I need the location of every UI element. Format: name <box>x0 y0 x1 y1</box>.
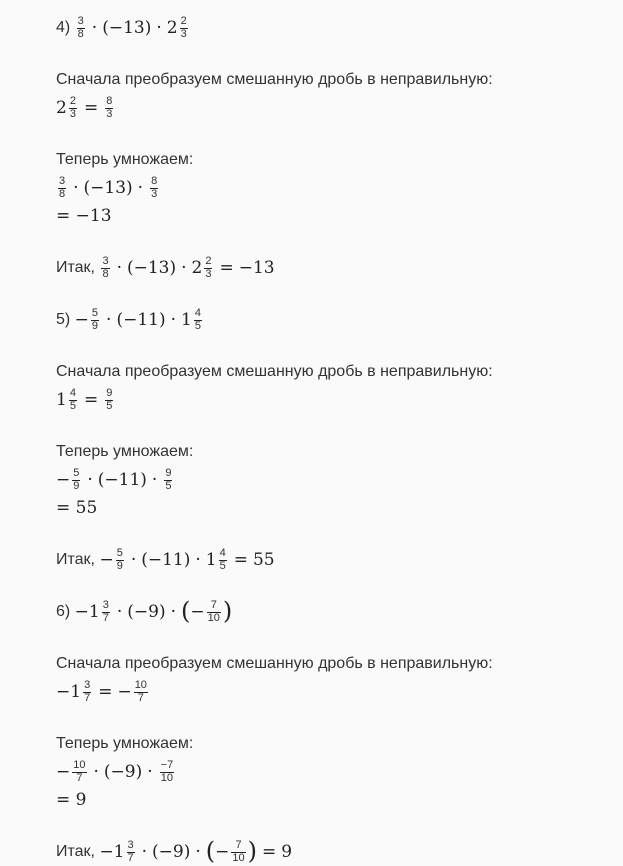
math-parenthesis: ( <box>181 597 191 625</box>
math-term: (−9) <box>152 842 191 862</box>
text-label: Сначала преобразуем смешанную дробь в неправильную: <box>56 71 493 88</box>
solution-line <box>56 466 623 494</box>
fraction-numerator: 8 <box>151 174 158 187</box>
math-operator: · <box>87 470 93 490</box>
line-gap <box>56 122 623 146</box>
fraction-denominator: 10 <box>160 771 174 784</box>
fraction-denominator: 7 <box>76 771 83 784</box>
math-term: (−11) <box>141 550 191 570</box>
fraction <box>69 96 77 120</box>
text-label: Теперь умножаем: <box>56 735 194 752</box>
math-operator: · <box>170 602 176 622</box>
fraction <box>101 256 109 280</box>
math-term: −1 <box>74 602 100 622</box>
math-term: 9 <box>281 842 293 862</box>
text-label: Итак, <box>56 259 100 276</box>
fraction-denominator: 3 <box>69 107 76 120</box>
math-operator: · <box>73 178 79 198</box>
math-term: = −13 <box>56 206 112 226</box>
fraction-denominator: 3 <box>106 107 113 120</box>
math-operator: · <box>137 178 144 198</box>
math-term: (−13) <box>102 18 152 38</box>
fraction-numerator: −7 <box>160 758 174 771</box>
solution-line <box>56 358 623 386</box>
math-term: = 55 <box>56 498 98 518</box>
fraction-numerator: 5 <box>116 546 123 559</box>
math-term: (−11) <box>97 470 147 490</box>
text-label: Сначала преобразуем смешанную дробь в неправильную: <box>56 655 493 672</box>
fraction-numerator: 4 <box>219 546 226 559</box>
math-operator: · <box>156 18 162 38</box>
fraction-denominator: 5 <box>165 479 172 492</box>
math-term: − <box>74 310 89 330</box>
fraction <box>219 548 227 572</box>
math-term: 2 <box>166 18 178 38</box>
math-operator: = <box>98 682 113 702</box>
math-term: (−13) <box>126 258 177 278</box>
fraction <box>207 600 221 624</box>
fraction-numerator: 10 <box>134 678 147 691</box>
math-term: − <box>56 470 71 490</box>
math-term: − <box>56 762 71 782</box>
line-gap <box>56 626 623 650</box>
math-term: 2 <box>191 258 203 278</box>
fraction-denominator: 3 <box>151 187 158 200</box>
solution-line <box>56 66 623 94</box>
fraction-denominator: 7 <box>127 851 134 864</box>
solution-line <box>56 146 623 174</box>
fraction-numerator: 2 <box>205 254 212 267</box>
fraction <box>102 600 110 624</box>
math-term: − <box>190 602 205 622</box>
fraction-denominator: 7 <box>84 691 91 704</box>
fraction <box>83 680 91 704</box>
text-label: Сначала преобразуем смешанную дробь в неправильную: <box>56 363 493 380</box>
fraction <box>180 16 188 40</box>
fraction <box>69 388 77 412</box>
fraction-numerator: 4 <box>194 306 201 319</box>
math-operator: · <box>147 762 153 782</box>
math-operator: · <box>170 310 176 330</box>
fraction <box>77 16 85 40</box>
text-label: 6) <box>56 603 75 620</box>
fraction <box>58 176 66 200</box>
fraction-numerator: 3 <box>59 174 66 187</box>
text-label: Итак, <box>56 843 100 860</box>
fraction-denominator: 10 <box>207 611 220 624</box>
fraction-denominator: 9 <box>91 319 99 332</box>
fraction-numerator: 5 <box>73 466 80 479</box>
fraction <box>72 760 86 784</box>
math-parenthesis: ) <box>222 597 233 625</box>
fraction-denominator: 5 <box>219 559 226 572</box>
fraction-denominator: 9 <box>116 559 123 572</box>
fraction-denominator: 3 <box>180 27 187 40</box>
fraction-numerator: 3 <box>84 678 91 691</box>
line-gap <box>56 334 623 358</box>
math-operator: = <box>219 258 234 278</box>
math-parenthesis: ( <box>205 837 216 865</box>
fraction-numerator: 2 <box>180 14 187 27</box>
solution-line <box>56 546 623 574</box>
math-operator: · <box>195 842 201 862</box>
solution-line <box>56 838 623 866</box>
math-term: − <box>99 550 114 570</box>
solution-line <box>56 386 623 414</box>
math-parenthesis: ) <box>247 837 258 865</box>
solution-line <box>56 438 623 466</box>
math-term: (−9) <box>103 762 143 782</box>
fraction-denominator: 9 <box>73 479 80 492</box>
solution-line <box>56 650 623 678</box>
line-gap <box>56 282 623 306</box>
fraction <box>91 308 99 332</box>
fraction-denominator: 7 <box>137 691 144 704</box>
fraction-numerator: 2 <box>69 94 76 107</box>
fraction-numerator: 3 <box>77 14 84 27</box>
math-term: (−9) <box>127 602 166 622</box>
line-gap <box>56 522 623 546</box>
solution-line <box>56 494 623 522</box>
math-operator: · <box>116 602 123 622</box>
math-operator: · <box>106 310 112 330</box>
math-term: (−11) <box>116 310 166 330</box>
text-label: 4) <box>56 19 75 36</box>
fraction-denominator: 5 <box>69 399 76 412</box>
fraction-numerator: 4 <box>69 386 76 399</box>
fraction-denominator: 8 <box>77 27 84 40</box>
math-term: 2 <box>56 98 67 118</box>
fraction-denominator: 7 <box>102 611 109 624</box>
solution-line <box>56 758 623 786</box>
fraction <box>134 680 148 704</box>
text-label: Итак, <box>56 551 100 568</box>
line-gap <box>56 574 623 598</box>
fraction-numerator: 7 <box>235 838 242 851</box>
math-operator: = <box>233 550 248 570</box>
fraction <box>72 468 80 492</box>
fraction-numerator: 9 <box>165 466 172 479</box>
text-label: 5) <box>56 311 75 328</box>
math-operator: · <box>130 550 137 570</box>
solution-line <box>56 254 623 282</box>
math-term: = 9 <box>56 790 87 810</box>
fraction <box>231 840 245 864</box>
math-operator: · <box>151 470 158 490</box>
math-term: 1 <box>181 310 192 330</box>
fraction <box>204 256 212 280</box>
math-term: 55 <box>252 550 275 570</box>
line-gap <box>56 706 623 730</box>
fraction-numerator: 3 <box>102 598 109 611</box>
fraction-numerator: 7 <box>210 598 217 611</box>
math-term: (−13) <box>83 178 133 198</box>
math-operator: · <box>116 258 122 278</box>
fraction-numerator: 5 <box>91 306 99 319</box>
fraction <box>164 468 172 492</box>
text-label: Теперь умножаем: <box>56 443 194 460</box>
fraction <box>150 176 158 200</box>
math-term: 1 <box>205 550 217 570</box>
math-term: −13 <box>238 258 275 278</box>
fraction-numerator: 3 <box>127 838 134 851</box>
fraction-denominator: 8 <box>102 267 109 280</box>
fraction <box>105 388 113 412</box>
fraction-numerator: 10 <box>73 758 86 771</box>
math-operator: · <box>195 550 201 570</box>
fraction <box>105 96 113 120</box>
math-operator: = <box>83 390 99 410</box>
math-operator: = <box>83 98 99 118</box>
solution-line <box>56 730 623 758</box>
fraction <box>160 760 175 784</box>
math-term: − <box>215 842 230 862</box>
math-operator: = <box>262 842 277 862</box>
fraction <box>127 840 135 864</box>
solution-line <box>56 678 623 706</box>
fraction <box>116 548 124 572</box>
solution-line <box>56 306 623 334</box>
fraction-denominator: 10 <box>232 851 245 864</box>
solution-line <box>56 786 623 814</box>
math-operator: · <box>93 762 99 782</box>
fraction-denominator: 5 <box>194 319 201 332</box>
solution-line <box>56 14 623 42</box>
math-term: 1 <box>56 390 67 410</box>
math-operator: · <box>141 842 148 862</box>
line-gap <box>56 414 623 438</box>
line-gap <box>56 230 623 254</box>
math-term: −1 <box>56 682 82 702</box>
solution-line <box>56 174 623 202</box>
math-term: −1 <box>99 842 125 862</box>
solution-line <box>56 598 623 626</box>
text-label: Теперь умножаем: <box>56 151 194 168</box>
solution-line <box>56 202 623 230</box>
line-gap <box>56 814 623 838</box>
fraction-denominator: 3 <box>205 267 212 280</box>
fraction-denominator: 5 <box>106 399 113 412</box>
fraction-denominator: 8 <box>59 187 66 200</box>
math-operator: · <box>181 258 187 278</box>
fraction-numerator: 3 <box>102 254 109 267</box>
math-term: − <box>117 682 132 702</box>
fraction <box>194 308 202 332</box>
fraction-numerator: 9 <box>106 386 113 399</box>
math-operator: · <box>91 18 98 38</box>
line-gap <box>56 42 623 66</box>
fraction-numerator: 8 <box>106 94 113 107</box>
solution-line <box>56 94 623 122</box>
